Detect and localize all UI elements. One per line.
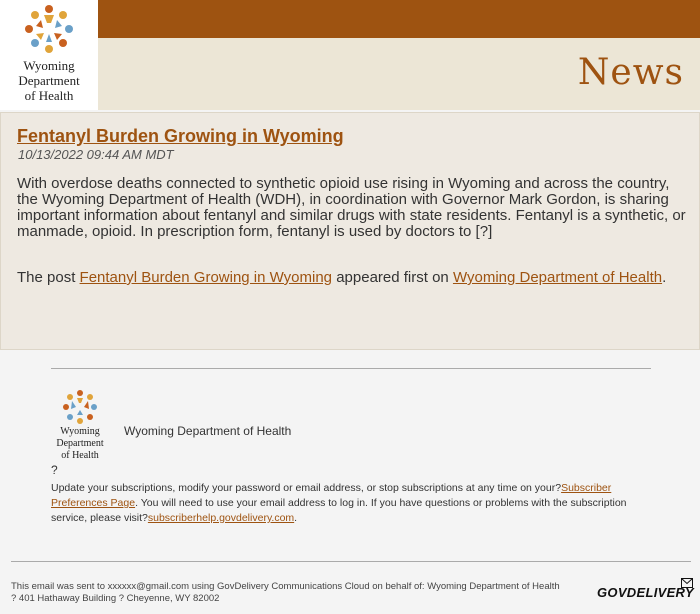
email-header xyxy=(0,0,700,110)
subscriber-help-link[interactable]: subscriberhelp.govdelivery.com xyxy=(147,512,295,524)
sub-text-3: . xyxy=(294,512,298,524)
article-post-line xyxy=(17,270,687,286)
post-site-link[interactable]: Wyoming Department of Health xyxy=(452,269,663,286)
post-prefix: The post xyxy=(17,269,80,286)
article-card xyxy=(0,112,700,350)
section-title: News xyxy=(577,52,684,93)
subscriber-preferences-link[interactable]: Subscriber Preferences Page xyxy=(51,482,612,509)
article-body: With overdose deaths connected to synthetic opioid use rising in Wyoming and across the country, the Wyoming Department of Health (WDH), in coordination with Governor Mark Gordon, is sharing important information about fentanyl and similar drugs with state residents. Fentanyl is a synthetic, or manmade, opioid. In prescription form, fentanyl is used by doctors to [?] xyxy=(17,175,686,240)
logo-line-3: of Health xyxy=(24,88,74,103)
footer-logo-line-2: Department xyxy=(56,438,104,449)
sub-text-2: . You will need to use your email address to log in. If you have questions or problems with the subscription service, please visit? xyxy=(51,497,627,524)
header-top-bar xyxy=(0,0,700,38)
sub-text-1: Update your subscriptions, modify your password or email address, or stop subscriptions at any time on your? xyxy=(51,482,562,494)
sent-note-line-2: ? 401 Hathaway Building ? Cheyenne, WY 82002 xyxy=(11,593,220,604)
envelope-icon xyxy=(681,578,693,588)
footer-question-mark: ? xyxy=(51,463,58,477)
footer-wdh-logo[interactable] xyxy=(51,388,109,462)
logo-line-1: Wyoming xyxy=(23,58,75,73)
article-date: 10/13/2022 09:44 AM MDT xyxy=(18,147,174,162)
footer-logo-line-3: of Health xyxy=(61,450,99,461)
footer-org-name: Wyoming Department of Health xyxy=(124,424,292,438)
post-suffix: . xyxy=(662,269,667,286)
wdh-logo[interactable] xyxy=(0,0,98,110)
govdelivery-logo[interactable]: GOVDELIVERY xyxy=(597,585,694,600)
post-middle: appeared first on xyxy=(332,269,453,286)
footer-logo-line-1: Wyoming xyxy=(60,426,100,437)
footer-logo-icon xyxy=(51,388,109,426)
footer-divider-top xyxy=(51,368,651,369)
footer-logo-text xyxy=(51,426,109,462)
logo-line-2: Department xyxy=(18,73,80,88)
subscription-notice xyxy=(51,481,651,526)
wdh-logo-icon xyxy=(0,0,98,58)
article-title-link[interactable]: Fentanyl Burden Growing in Wyoming xyxy=(17,126,344,146)
footer-divider-bottom xyxy=(11,561,691,562)
post-article-link[interactable]: Fentanyl Burden Growing in Wyoming xyxy=(79,269,333,286)
wdh-logo-text xyxy=(0,58,98,103)
sent-note xyxy=(11,581,601,605)
sent-note-line-1: This email was sent to xxxxxx@gmail.com using GovDelivery Communications Cloud on behalf of: Wyoming Department of Health xyxy=(11,581,560,592)
